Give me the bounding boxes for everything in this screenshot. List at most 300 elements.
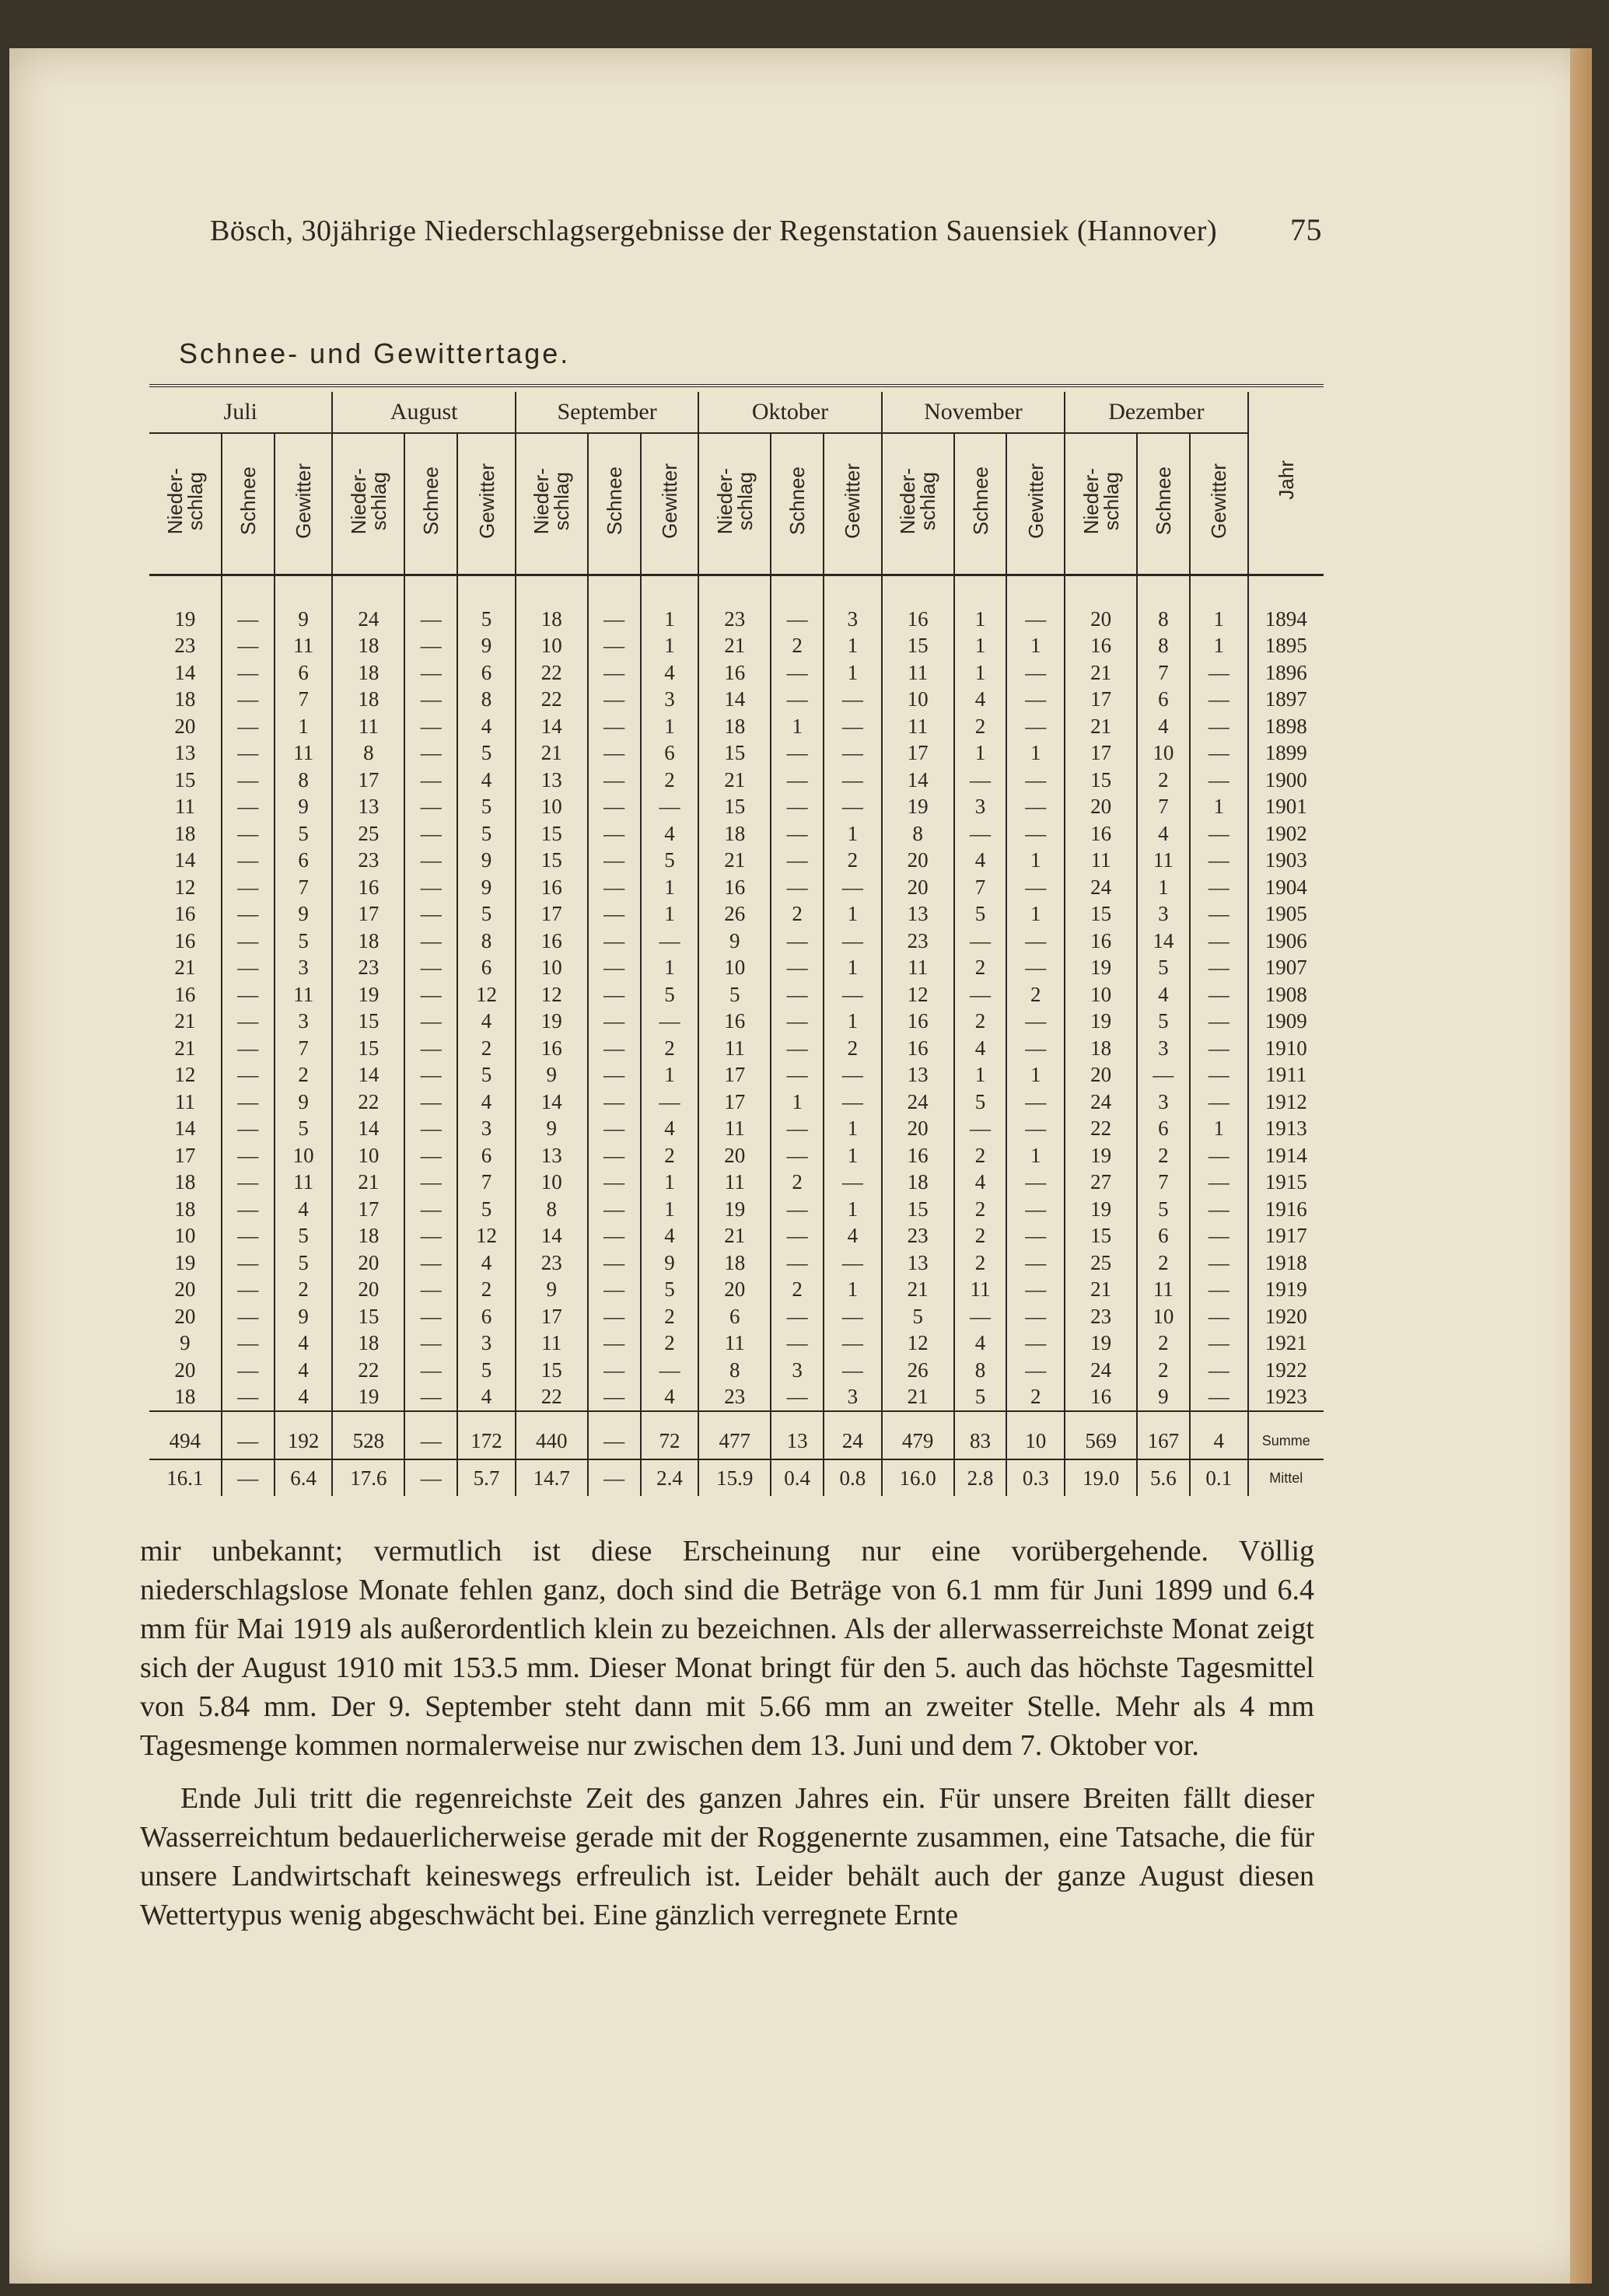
table-cell: 24 xyxy=(824,1411,882,1459)
table-cell: 14 xyxy=(698,687,771,714)
table-cell: — xyxy=(588,1008,641,1036)
table-row xyxy=(149,820,1324,847)
table-cell: — xyxy=(588,1223,641,1250)
column-header-label: Gewitter xyxy=(474,463,498,539)
table-cell: 6 xyxy=(698,1303,771,1330)
column-header-label: Nieder- schlag xyxy=(1079,467,1123,535)
table-cell: 1 xyxy=(954,740,1007,767)
paragraph: mir unbekannt; vermutlich ist diese Erscheinung nur eine vorübergehende. Völlig niederschlagslose Monate fehlen ganz, doch sind die Beträge von 6.1 mm für Juni 1899 und 6.4 mm für Mai 1919 als außerordentlich klein zu bezeichnen. Als der allerwasserreichste Monat zeigt sich der August 1910 mit 153.5 mm. Dieser Monat bringt für den 5. auch das höchste Tagesmittel von 5.84 mm. Der 9. September steht dann mit 5.66 mm an zweiter Stelle. Mehr als 4 mm Tagesmenge kommen normalerweise nur zwischen dem 13. Juni und dem 7. Oktober vor. xyxy=(140,1535,1314,1762)
table-cell: 19 xyxy=(516,1008,588,1036)
table-cell: 15 xyxy=(882,633,954,660)
table-cell: 5 xyxy=(275,1223,333,1250)
table-cell: 21 xyxy=(698,767,771,794)
table-cell: 10 xyxy=(1137,1303,1190,1330)
table-cell: 14 xyxy=(516,1223,588,1250)
table-cell: — xyxy=(588,1169,641,1197)
table-cell: 528 xyxy=(332,1411,404,1459)
table-cell: — xyxy=(824,713,882,740)
table-cell: 10 xyxy=(275,1142,333,1169)
table-cell: 83 xyxy=(954,1411,1007,1459)
column-header-label: Schnee xyxy=(1151,467,1175,536)
table-cell: — xyxy=(222,1142,275,1169)
table-cell: 2 xyxy=(1137,767,1190,794)
table-cell: 1 xyxy=(771,1089,824,1116)
table-cell: — xyxy=(588,1303,641,1330)
table-cell: 3 xyxy=(641,687,699,714)
table-row xyxy=(149,794,1324,821)
table-cell: — xyxy=(588,1089,641,1116)
table-cell: 15 xyxy=(516,1357,588,1384)
table-cell: — xyxy=(404,767,457,794)
year-cell: 1910 xyxy=(1248,1035,1324,1062)
table-cell: 5 xyxy=(954,1384,1007,1412)
table-cell: 14 xyxy=(516,713,588,740)
table-cell: 4 xyxy=(954,847,1007,875)
table-cell: — xyxy=(1190,1330,1248,1358)
table-cell: — xyxy=(1190,1062,1248,1089)
table-cell: 2 xyxy=(771,633,824,660)
table-cell: — xyxy=(824,874,882,901)
table-cell: 1 xyxy=(275,713,333,740)
table-cell: 9 xyxy=(698,928,771,955)
table-cell: — xyxy=(1190,1008,1248,1036)
table-cell: — xyxy=(404,1196,457,1223)
table-cell: 9 xyxy=(275,794,333,821)
table-cell: 172 xyxy=(457,1411,516,1459)
table-cell: — xyxy=(222,847,275,875)
table-cell: 6.4 xyxy=(275,1459,333,1496)
table-row xyxy=(149,575,1324,633)
table-cell: 25 xyxy=(332,820,404,847)
table-cell: 21 xyxy=(1065,1277,1137,1304)
table-cell: 9 xyxy=(516,1116,588,1143)
table-cell: — xyxy=(222,1089,275,1116)
table-cell: 21 xyxy=(332,1169,404,1197)
table-cell: — xyxy=(588,928,641,955)
table-cell: 3 xyxy=(275,1008,333,1036)
table-cell: 20 xyxy=(698,1277,771,1304)
table-cell: — xyxy=(404,1035,457,1062)
table-cell: — xyxy=(588,1384,641,1412)
table-cell: 14 xyxy=(882,767,954,794)
table-cell: 6 xyxy=(457,1142,516,1169)
table-cell: 24 xyxy=(882,1089,954,1116)
paragraph: Ende Juli tritt die regenreichste Zeit des ganzen Jahres ein. Für unsere Breiten fällt dieser Wasserreichtum bedauerlicherweise gerade mit der Roggenernte zusammen, eine Tatsache, die für unsere Landwirtschaft keineswegs erfreulich ist. Leider behält auch der ganze August diesen Wettertypus wenig abgeschwächt bei. Eine gänzlich verregnete Ernte xyxy=(140,1782,1314,1931)
table-cell: 20 xyxy=(332,1277,404,1304)
table-cell: 5 xyxy=(275,820,333,847)
column-header-label: Schnee xyxy=(785,467,810,536)
table-cell: 19 xyxy=(332,981,404,1008)
table-cell: 24 xyxy=(1065,1357,1137,1384)
table-cell: 2 xyxy=(954,1249,1007,1277)
table-cell: — xyxy=(1006,1169,1065,1197)
table-cell: 6 xyxy=(275,659,333,687)
table-cell: — xyxy=(588,1357,641,1384)
year-cell: 1899 xyxy=(1248,740,1324,767)
table-cell: — xyxy=(404,1357,457,1384)
table-cell: — xyxy=(222,1196,275,1223)
table-cell: 17 xyxy=(516,1303,588,1330)
table-cell: — xyxy=(1190,1169,1248,1197)
table-cell: — xyxy=(1006,1357,1065,1384)
table-cell: 10 xyxy=(698,955,771,982)
table-cell: 19 xyxy=(882,794,954,821)
table-cell: 12 xyxy=(516,981,588,1008)
table-cell: 2.8 xyxy=(954,1459,1007,1496)
table-cell: — xyxy=(641,794,699,821)
table-cell: 11 xyxy=(882,659,954,687)
year-cell: 1918 xyxy=(1248,1249,1324,1277)
table-cell: — xyxy=(588,740,641,767)
table-cell: 2 xyxy=(954,1008,1007,1036)
table-cell: — xyxy=(824,1062,882,1089)
table-cell: 14 xyxy=(516,1089,588,1116)
table-cell: 11 xyxy=(698,1169,771,1197)
table-cell: — xyxy=(824,1169,882,1197)
table-cell: 11 xyxy=(275,633,333,660)
table-cell: 20 xyxy=(882,874,954,901)
table-cell: 8 xyxy=(275,767,333,794)
table-cell: 7 xyxy=(1137,659,1190,687)
table-cell: 7 xyxy=(275,874,333,901)
table-cell: — xyxy=(588,1062,641,1089)
table-cell: 2 xyxy=(457,1277,516,1304)
table-cell: 3 xyxy=(1137,1089,1190,1116)
table-cell: 14 xyxy=(174,660,196,684)
table-cell: — xyxy=(771,981,824,1008)
table-cell: 26 xyxy=(882,1357,954,1384)
table-cell: 2 xyxy=(1137,1357,1190,1384)
table-cell: 1 xyxy=(641,901,699,928)
table-cell: 0.4 xyxy=(771,1459,824,1496)
column-header-label: Nieder- schlag xyxy=(712,467,757,535)
table-cell: 1 xyxy=(641,955,699,982)
table-cell: 20 xyxy=(882,1116,954,1143)
table-cell: 15 xyxy=(1065,901,1137,928)
table-row xyxy=(149,1357,1324,1384)
table-cell: — xyxy=(1006,820,1065,847)
table-cell: 15 xyxy=(174,767,196,792)
column-header-label: Schnee xyxy=(236,467,260,536)
column-header xyxy=(1137,433,1190,575)
table-cell: 18 xyxy=(174,687,196,711)
table-row xyxy=(149,1330,1324,1358)
table-cell: — xyxy=(588,687,641,714)
table-cell: — xyxy=(771,1035,824,1062)
column-header xyxy=(954,433,1007,575)
table-cell: 10 xyxy=(516,955,588,982)
table-cell: 4 xyxy=(641,820,699,847)
column-header-label: Gewitter xyxy=(841,463,865,539)
table-cell: 1 xyxy=(641,1169,699,1197)
table-cell: — xyxy=(1190,767,1248,794)
table-cell: 1 xyxy=(824,1277,882,1304)
table-cell: 9 xyxy=(457,847,516,875)
table-cell: — xyxy=(1190,901,1248,928)
column-header xyxy=(457,433,516,575)
column-header xyxy=(698,433,771,575)
table-cell: — xyxy=(824,1330,882,1358)
table-cell: 16 xyxy=(882,1142,954,1169)
table-cell: — xyxy=(824,740,882,767)
table-cell: 2 xyxy=(641,767,699,794)
table-cell: 15 xyxy=(1065,1223,1137,1250)
table-cell: — xyxy=(771,687,824,714)
table-cell: — xyxy=(771,1142,824,1169)
table-cell: 15 xyxy=(516,847,588,875)
table-cell: — xyxy=(1006,874,1065,901)
table-cell: — xyxy=(641,928,699,955)
table-cell: — xyxy=(222,740,275,767)
table-row xyxy=(149,1008,1324,1036)
table-cell: 8 xyxy=(332,740,404,767)
table-cell: 1 xyxy=(641,1196,699,1223)
table-cell: 9 xyxy=(275,901,333,928)
table-cell: 1 xyxy=(1137,874,1190,901)
table-row xyxy=(149,1035,1324,1062)
table-cell: 15 xyxy=(698,740,771,767)
table-cell: — xyxy=(588,1411,641,1459)
table-cell: 18 xyxy=(332,928,404,955)
table-cell: — xyxy=(954,928,1007,955)
table-cell: — xyxy=(404,1142,457,1169)
table-cell: 8 xyxy=(516,1196,588,1223)
table-cell: 18 xyxy=(332,633,404,660)
table-cell: 4 xyxy=(641,1223,699,1250)
table-cell: — xyxy=(824,981,882,1008)
table-cell: 5 xyxy=(275,928,333,955)
table-cell: 11 xyxy=(174,795,195,819)
year-cell: 1908 xyxy=(1248,981,1324,1008)
table-cell: — xyxy=(1190,820,1248,847)
table-cell: — xyxy=(404,955,457,982)
table-cell: 16 xyxy=(174,928,196,952)
table-cell: 3 xyxy=(824,575,882,633)
table-cell: — xyxy=(1006,1249,1065,1277)
table-cell: 19 xyxy=(174,1250,196,1274)
table-cell: 6 xyxy=(1137,1223,1190,1250)
table-cell: — xyxy=(588,901,641,928)
table-cell: 1 xyxy=(1006,1142,1065,1169)
column-header xyxy=(824,433,882,575)
table-cell: 1 xyxy=(1006,901,1065,928)
table-cell: 17 xyxy=(1065,687,1137,714)
table-cell: 12 xyxy=(174,1063,196,1087)
table-cell: 8 xyxy=(457,928,516,955)
table-cell: 19 xyxy=(332,1384,404,1412)
table-cell: — xyxy=(222,928,275,955)
table-cell: 1 xyxy=(824,1116,882,1143)
table-cell: 8 xyxy=(698,1357,771,1384)
table-cell: — xyxy=(1006,767,1065,794)
table-cell: — xyxy=(771,874,824,901)
table-cell: 23 xyxy=(1065,1303,1137,1330)
table-cell: — xyxy=(771,1249,824,1277)
column-header xyxy=(222,433,275,575)
table-cell: — xyxy=(1006,794,1065,821)
table-cell: — xyxy=(222,1035,275,1062)
table-cell: — xyxy=(771,820,824,847)
table-cell: 17 xyxy=(332,901,404,928)
table-cell: — xyxy=(588,794,641,821)
table-cell: 4 xyxy=(1137,713,1190,740)
table-row xyxy=(149,928,1324,955)
column-header xyxy=(149,433,222,575)
table-cell: 1 xyxy=(1190,575,1248,633)
table-cell: 3 xyxy=(771,1357,824,1384)
table-row xyxy=(149,955,1324,982)
table-cell: — xyxy=(404,1277,457,1304)
table-cell: 23 xyxy=(698,1384,771,1412)
table-cell: 7 xyxy=(275,1035,333,1062)
table-cell: 192 xyxy=(275,1411,333,1459)
table-cell: — xyxy=(588,1116,641,1143)
table-cell: 19 xyxy=(698,1196,771,1223)
table-cell: — xyxy=(824,794,882,821)
table-cell: — xyxy=(1190,928,1248,955)
table-cell: — xyxy=(1190,713,1248,740)
table-cell: 9 xyxy=(516,1062,588,1089)
table-cell: 5 xyxy=(954,901,1007,928)
table-cell: 18 xyxy=(698,713,771,740)
table-row xyxy=(149,713,1324,740)
table-cell: 1 xyxy=(824,955,882,982)
table-cell: 2 xyxy=(641,1330,699,1358)
table-cell: 15 xyxy=(332,1035,404,1062)
table-cell: — xyxy=(588,981,641,1008)
column-header-label: Nieder- schlag xyxy=(163,467,207,535)
table-cell: 7 xyxy=(275,687,333,714)
table-row xyxy=(149,1384,1324,1412)
table-cell: 6 xyxy=(457,1303,516,1330)
table-cell: — xyxy=(954,1116,1007,1143)
table-cell: 19 xyxy=(174,606,196,631)
table-cell: — xyxy=(404,1330,457,1358)
table-cell: 16.1 xyxy=(149,1459,222,1496)
table-cell: 20 xyxy=(1065,575,1137,633)
table-cell: — xyxy=(1190,1303,1248,1330)
table-cell: 10 xyxy=(516,633,588,660)
table-cell: — xyxy=(588,767,641,794)
table-cell: — xyxy=(588,1196,641,1223)
table-cell: 9 xyxy=(180,1331,191,1355)
table-cell: — xyxy=(771,955,824,982)
table-cell: — xyxy=(771,928,824,955)
table-cell: — xyxy=(404,1303,457,1330)
table-cell: — xyxy=(824,767,882,794)
column-header-label: Gewitter xyxy=(1023,463,1048,539)
table-cell: — xyxy=(588,575,641,633)
table-cell: 17 xyxy=(1065,740,1137,767)
table-cell: 17 xyxy=(698,1062,771,1089)
year-cell: 1914 xyxy=(1248,1142,1324,1169)
table-cell: 5 xyxy=(1137,1196,1190,1223)
table-cell: 2 xyxy=(954,1142,1007,1169)
table-cell: 5 xyxy=(1137,1008,1190,1036)
table-cell: 20 xyxy=(174,714,196,738)
row-label: Summe xyxy=(1248,1411,1324,1459)
month-header: Oktober xyxy=(698,392,881,433)
table-cell: 18 xyxy=(332,659,404,687)
year-cell: 1923 xyxy=(1248,1384,1324,1412)
table-cell: — xyxy=(954,1303,1007,1330)
table-cell: 4 xyxy=(824,1223,882,1250)
table-cell: — xyxy=(588,1330,641,1358)
year-cell: 1904 xyxy=(1248,874,1324,901)
table-cell: 16 xyxy=(174,902,196,926)
table-row xyxy=(149,1411,1324,1459)
table-cell: 11 xyxy=(275,1169,333,1197)
table-cell: 17 xyxy=(882,740,954,767)
table-cell: 15 xyxy=(332,1303,404,1330)
table-cell: — xyxy=(222,1223,275,1250)
table-cell: — xyxy=(404,575,457,633)
table-cell: 8 xyxy=(1137,575,1190,633)
table-cell: 16 xyxy=(1065,1384,1137,1412)
year-cell: 1919 xyxy=(1248,1277,1324,1304)
table-cell: 1 xyxy=(1006,633,1065,660)
table-cell: — xyxy=(588,1277,641,1304)
table-cell: 20 xyxy=(174,1304,196,1328)
table-cell: 16.0 xyxy=(882,1459,954,1496)
table-cell: 1 xyxy=(824,820,882,847)
year-cell: 1922 xyxy=(1248,1357,1324,1384)
table-cell: — xyxy=(1190,874,1248,901)
year-cell: 1897 xyxy=(1248,687,1324,714)
table-cell: 10 xyxy=(174,1224,196,1248)
month-header: Dezember xyxy=(1065,392,1247,433)
table-cell: 20 xyxy=(174,1277,196,1302)
column-header-label: Schnee xyxy=(419,467,443,536)
table-cell: 9 xyxy=(641,1249,699,1277)
table-row xyxy=(149,1196,1324,1223)
table-cell: 23 xyxy=(882,1223,954,1250)
table-cell: 5 xyxy=(275,1249,333,1277)
table-cell: 13 xyxy=(516,767,588,794)
table-cell: — xyxy=(222,1277,275,1304)
table-cell: — xyxy=(1190,1196,1248,1223)
table-cell: 21 xyxy=(698,1223,771,1250)
table-row xyxy=(149,901,1324,928)
table-cell: 3 xyxy=(1137,901,1190,928)
table-cell: — xyxy=(222,767,275,794)
table-cell: 11 xyxy=(1137,847,1190,875)
table-cell: 4 xyxy=(954,1169,1007,1197)
table-cell: 22 xyxy=(1065,1116,1137,1143)
year-cell: 1905 xyxy=(1248,901,1324,928)
table-cell: 4 xyxy=(275,1357,333,1384)
table-cell: 21 xyxy=(1065,713,1137,740)
table-cell: 1 xyxy=(1006,740,1065,767)
table-cell: 10 xyxy=(1137,740,1190,767)
table-cell: — xyxy=(222,1303,275,1330)
table-cell: 1 xyxy=(1190,794,1248,821)
table-cell: — xyxy=(771,1303,824,1330)
table-cell: — xyxy=(588,955,641,982)
table-cell: — xyxy=(222,1411,275,1459)
table-cell: — xyxy=(641,1089,699,1116)
table-cell: — xyxy=(1190,955,1248,982)
table-cell: 5 xyxy=(275,1116,333,1143)
table-cell: 1 xyxy=(641,633,699,660)
table-row xyxy=(149,1116,1324,1143)
table-cell: 1 xyxy=(824,659,882,687)
table-cell: — xyxy=(222,1169,275,1197)
table-cell: 13 xyxy=(771,1411,824,1459)
table-cell: 167 xyxy=(1137,1411,1190,1459)
table-cell: 12 xyxy=(882,981,954,1008)
table-row xyxy=(149,659,1324,687)
